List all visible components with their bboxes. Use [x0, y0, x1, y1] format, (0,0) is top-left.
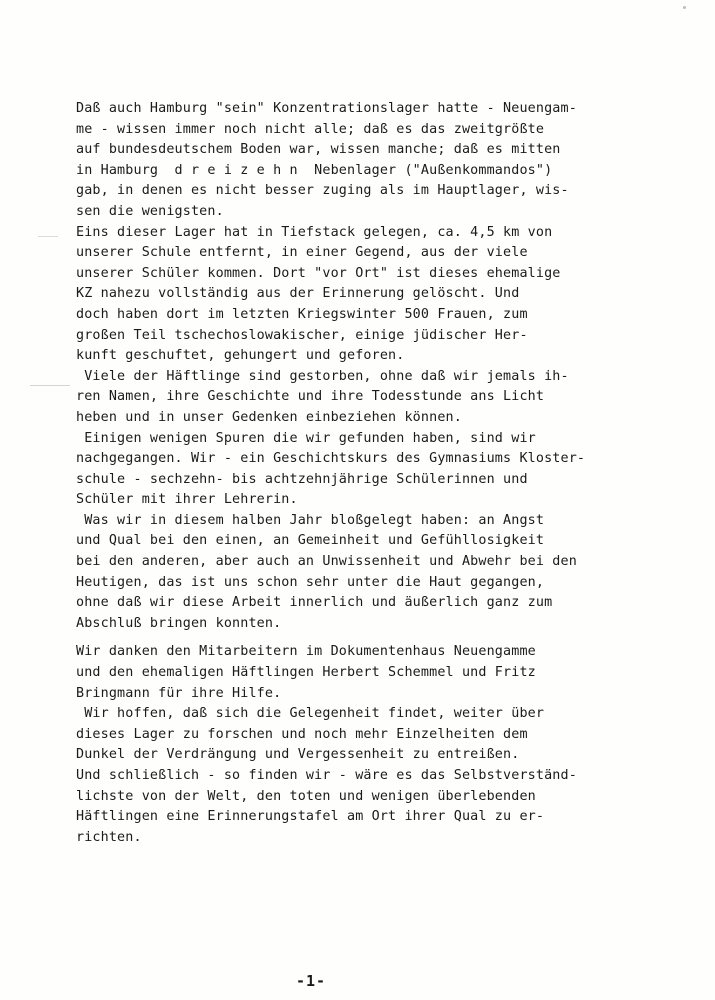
- text-line: me - wissen immer noch nicht alle; daß es das zweitgrößte: [76, 121, 545, 137]
- text-line: richten.: [76, 829, 142, 845]
- text-line: sen die wenigsten.: [76, 203, 224, 219]
- text-line: in Hamburg d r e i z e h n Nebenlager ("Außenkommandos"): [76, 162, 553, 178]
- text-line: heben und in unser Gedenken einbeziehen können.: [76, 409, 462, 425]
- text-line: schule - sechzehn- bis achtzehnjährige Schülerinnen und: [76, 471, 528, 487]
- paragraph: [76, 429, 636, 511]
- text-line: kunft geschuftet, gehungert und geforen.: [76, 348, 405, 364]
- text-line: Viele der Häftlinge sind gestorben, ohne daß wir jemals ih-: [76, 368, 569, 384]
- paragraph: [76, 511, 636, 635]
- text-line: Schüler mit ihrer Lehrerin.: [76, 492, 298, 508]
- text-line: großen Teil tschechoslowakischer, einige jüdischer Her-: [76, 327, 528, 343]
- text-line: und Qual bei den einen, an Gemeinheit und Gefühllosigkeit: [76, 533, 545, 549]
- text-line: Daß auch Hamburg "sein" Konzentrationslager hatte - Neuengam-: [76, 101, 577, 116]
- text-line: Wir hoffen, daß sich die Gelegenheit findet, weiter über: [76, 706, 545, 722]
- paragraph-gap: [76, 634, 636, 642]
- text-line: Was wir in diesem halben Jahr bloßgelegt haben: an Angst: [76, 512, 545, 528]
- text-line: dieses Lager zu forschen und noch mehr Einzelheiten dem: [76, 726, 528, 742]
- paragraph: [76, 223, 636, 367]
- text-line: ren Namen, ihre Geschichte und ihre Todesstunde ans Licht: [76, 389, 545, 405]
- text-line: Bringmann für ihre Hilfe.: [76, 685, 282, 701]
- paragraph: [76, 99, 636, 223]
- text-line: unserer Schüler kommen. Dort "vor Ort" ist dieses ehemalige: [76, 265, 561, 281]
- page-number: -1-: [296, 972, 327, 990]
- text-line: lichste von der Welt, den toten und wenigen überlebenden: [76, 788, 536, 804]
- text-line: auf bundesdeutschem Boden war, wissen manche; daß es mitten: [76, 142, 561, 158]
- paragraph: [76, 367, 636, 429]
- text-line: Einigen wenigen Spuren die wir gefunden haben, sind wir: [76, 430, 536, 446]
- text-line: gab, in denen es nicht besser zuging als im Hauptlager, wis-: [76, 183, 569, 199]
- scan-speck: [683, 6, 686, 9]
- text-line: Eins dieser Lager hat in Tiefstack gelegen, ca. 4,5 km von: [76, 224, 553, 240]
- text-line: KZ nahezu vollständig aus der Erinnerung gelöscht. Und: [76, 286, 520, 302]
- text-line: nachgegangen. Wir - ein Geschichtskurs des Gymnasiums Kloster-: [76, 451, 586, 467]
- body-text: [76, 99, 636, 848]
- text-line: Und schließlich - so finden wir - wäre es das Selbstverständ-: [76, 768, 577, 783]
- paragraph: [76, 642, 636, 704]
- text-line: doch haben dort im letzten Kriegswinter 500 Frauen, zum: [76, 306, 528, 322]
- text-line: ohne daß wir diese Arbeit innerlich und äußerlich ganz zum: [76, 595, 553, 611]
- text-line: Dunkel der Verdrängung und Vergessenheit zu entreißen.: [76, 747, 520, 763]
- text-line: und den ehemaligen Häftlingen Herbert Schemmel und Fritz: [76, 665, 536, 681]
- scan-dash: [30, 385, 70, 386]
- text-line: Wir danken den Mitarbeitern im Dokumentenhaus Neuengamme: [76, 644, 536, 660]
- scan-dash: [38, 236, 58, 237]
- text-line: Abschluß bringen konnten.: [76, 615, 282, 631]
- text-line: Heutigen, das ist uns schon sehr unter die Haut gegangen,: [76, 574, 545, 590]
- paragraph: [76, 704, 636, 848]
- text-line: unserer Schule entfernt, in einer Gegend, aus der viele: [76, 245, 528, 261]
- text-line: Häftlingen eine Erinnerungstafel am Ort ihrer Qual zu er-: [76, 809, 545, 825]
- text-line: bei den anderen, aber auch an Unwissenheit und Abwehr bei den: [76, 554, 577, 570]
